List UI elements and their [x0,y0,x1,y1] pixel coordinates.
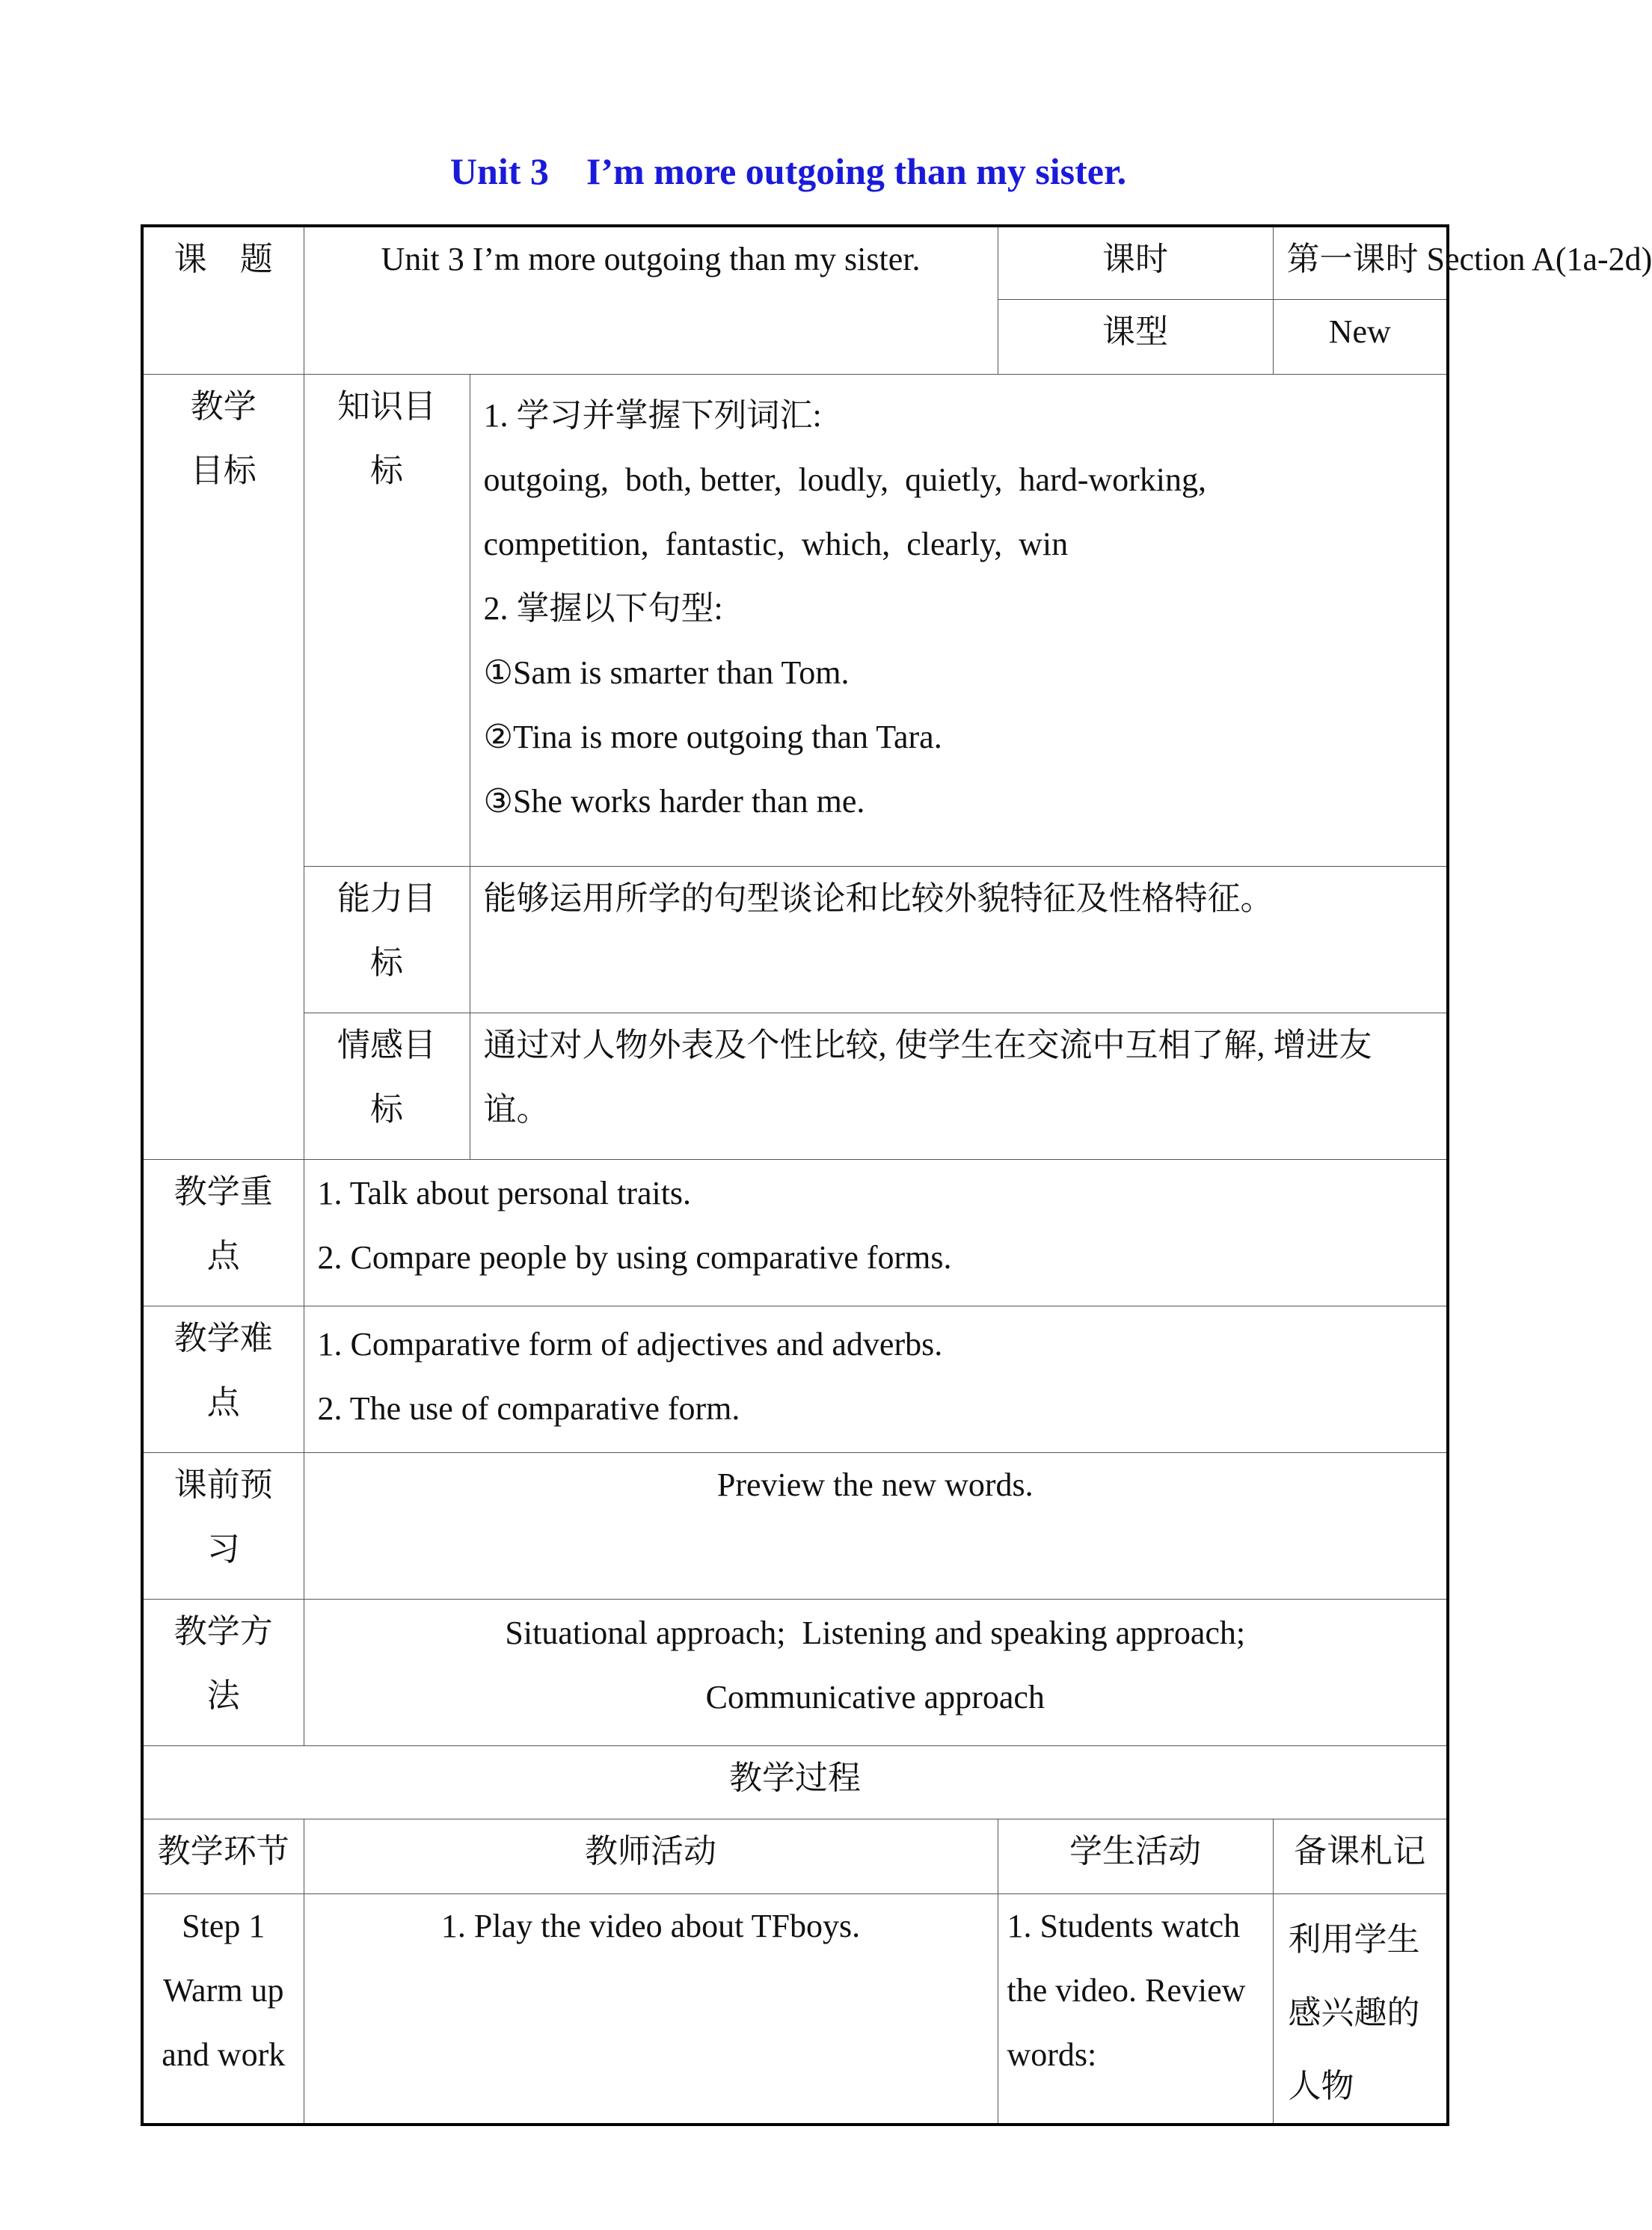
document-title: Unit 3 I’m more outgoing than my sister. [449,150,1127,192]
process-columns-row [142,1819,1448,1893]
knowledge-label: 知识目标 [304,374,470,866]
difficulty-line: 2. The use of comparative form. [317,1389,740,1427]
emotion-label: 情感目标 [304,1013,470,1159]
key-points-label: 教学重点 [142,1159,304,1306]
method-line: Situational approach; Listening and speaking approach; [505,1614,1246,1651]
key-point-line: 2. Compare people by using comparative forms. [317,1238,952,1276]
methods-row [142,1599,1448,1745]
preview-content: Preview the new words. [304,1452,1448,1599]
period-label: 课时 [998,226,1273,299]
process-heading: 教学过程 [142,1745,1448,1819]
knowledge-content [470,374,1448,866]
knowledge-line: competition, fantastic, which, clearly, win [483,525,1069,562]
column-teacher: 教师活动 [304,1819,998,1893]
methods-content [304,1599,1448,1745]
process-teacher: 1. Play the video about TFboys. [304,1893,998,2125]
ability-content: 能够运用所学的句型谈论和比较外貌特征及性格特征。 [470,866,1448,1013]
key-points-content [304,1159,1448,1306]
column-student: 学生活动 [998,1819,1273,1893]
process-heading-row [142,1745,1448,1819]
difficulties-label: 教学难点 [142,1306,304,1452]
methods-label: 教学方法 [142,1599,304,1745]
difficulties-row [142,1306,1448,1452]
knowledge-line: outgoing, both, better, loudly, quietly, hard-working, [483,461,1206,498]
difficulties-content [304,1306,1448,1452]
knowledge-line: ①Sam is smarter than Tom. [483,654,850,691]
column-step: 教学环节 [142,1819,304,1893]
knowledge-line: ②Tina is more outgoing than Tara. [483,718,942,755]
process-step: Step 1 Warm up and work [142,1893,304,2125]
key-points-row [142,1159,1448,1306]
ability-label: 能力目标 [304,866,470,1013]
period-value: 第一课时 Section A(1a-2d) [1273,226,1448,299]
topic-value: Unit 3 I’m more outgoing than my sister. [304,226,998,374]
objectives-label: 教学目标 [142,374,304,1159]
column-notes: 备课札记 [1273,1819,1448,1893]
knowledge-line: ③She works harder than me. [483,782,865,820]
key-point-line: 1. Talk about personal traits. [317,1174,692,1211]
knowledge-line: 1. 学习并掌握下列词汇: [483,396,822,434]
preview-label: 课前预习 [142,1452,304,1599]
method-line: Communicative approach [705,1678,1045,1715]
emotion-content: 通过对人物外表及个性比较, 使学生在交流中互相了解, 增进友谊。 [470,1013,1448,1159]
process-notes: 利用学生感兴趣的人物 [1273,1893,1448,2125]
lesson-plan-table [141,224,1652,2126]
type-value: New [1273,299,1448,374]
type-label: 课型 [998,299,1273,374]
objective-row-knowledge [142,374,1448,866]
objective-row-emotion [142,1013,1448,1159]
difficulty-line: 1. Comparative form of adjectives and adverbs. [317,1325,943,1363]
knowledge-line: 2. 掌握以下句型: [483,589,723,627]
topic-label: 课 题 [142,226,304,374]
header-row-topic [142,226,1448,299]
objective-row-ability [142,866,1448,1013]
process-row [142,1893,1448,2125]
process-student: 1. Students watch the video. Review words: [998,1893,1273,2125]
preview-row [142,1452,1448,1599]
